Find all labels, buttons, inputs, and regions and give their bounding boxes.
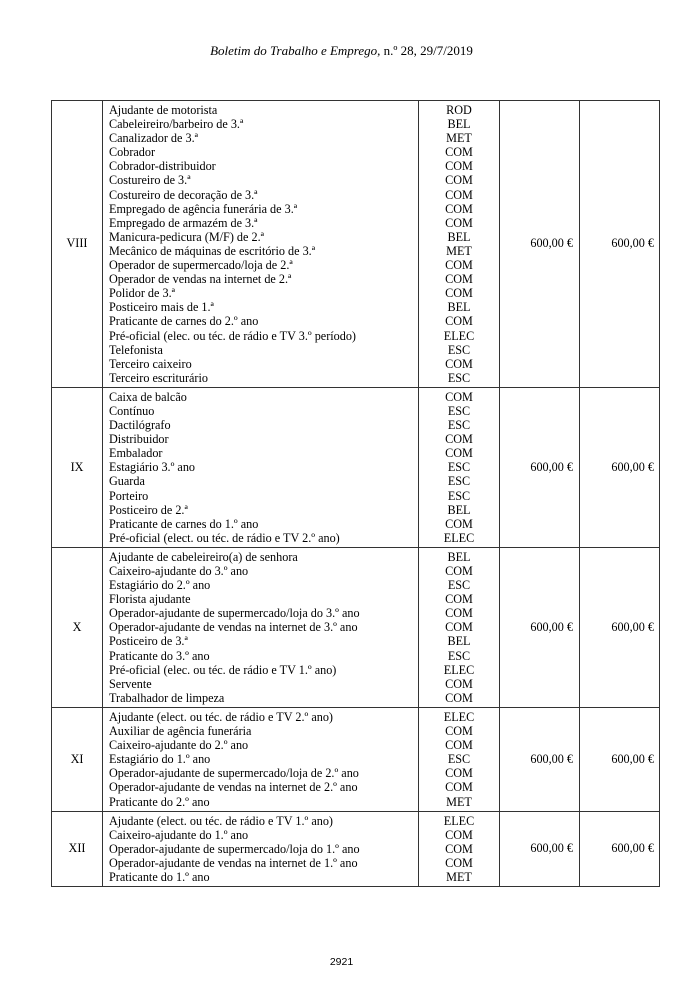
category-name: Operador-ajudante de supermercado/loja de 2.º ano: [109, 766, 359, 781]
sector-code: COM: [445, 389, 473, 404]
page-number: 2921: [329, 956, 354, 968]
category-name: Embalador: [109, 446, 163, 461]
sector-code: BEL: [447, 549, 471, 564]
category-name: Ajudante de cabeleireiro(a) de senhora: [109, 549, 298, 564]
sector-code: COM: [445, 841, 473, 856]
sector-code: COM: [445, 606, 473, 621]
sector-code: COM: [445, 855, 473, 870]
category-name: Caixeiro-ajudante do 2.º ano: [109, 738, 249, 753]
category-name: Telefonista: [109, 342, 163, 357]
sector-code: COM: [445, 724, 473, 739]
category-name: Estagiário 3.º ano: [109, 460, 196, 475]
sector-code: ESC: [447, 474, 471, 489]
sector-code: MET: [446, 794, 472, 809]
sector-code: COM: [445, 432, 473, 447]
amount-cell-2: 600,00 €: [580, 811, 660, 886]
sector-code: COM: [445, 201, 473, 216]
salary-table-body: [52, 101, 660, 887]
category-name: Operador-ajudante de supermercado/loja do 1.º ano: [109, 841, 360, 856]
category-name: Praticante do 2.º ano: [109, 794, 210, 809]
sector-code: COM: [445, 314, 473, 329]
category-name: Praticante do 1.º ano: [109, 869, 210, 884]
amount-cell-1: 600,00 €: [500, 387, 580, 547]
category-name: Posticeiro de 2.ª: [109, 502, 188, 517]
category-names-cell: [103, 101, 419, 388]
level-cell: IX: [52, 387, 103, 547]
sector-code: COM: [445, 780, 473, 795]
level-cell: XII: [52, 811, 103, 886]
sector-code: MET: [446, 131, 472, 146]
sector-codes-cell: [419, 101, 500, 388]
amount-cell-2: 600,00 €: [580, 387, 660, 547]
category-name: Canalizador de 3.ª: [109, 131, 198, 146]
category-name: Posticeiro mais de 1.ª: [109, 300, 214, 315]
sector-code: ELEC: [443, 530, 475, 545]
category-names-cell: [103, 707, 419, 811]
sector-code: COM: [445, 676, 473, 691]
sector-code: ELEC: [443, 709, 475, 724]
sector-code: COM: [445, 766, 473, 781]
category-name: Mecânico de máquinas de escritório de 3.ª: [109, 243, 316, 258]
category-name: Pré-oficial (elec. ou téc. de rádio e TV 1.º ano): [109, 662, 337, 677]
level-cell: X: [52, 547, 103, 707]
category-name: Operador-ajudante de vendas na internet de 3.º ano: [109, 620, 358, 635]
category-name: Empregado de agência funerária de 3.ª: [109, 201, 298, 216]
sector-code: BEL: [447, 117, 471, 132]
category-names-cell: [103, 547, 419, 707]
amount-cell-2: 600,00 €: [580, 707, 660, 811]
level-cell: VIII: [52, 101, 103, 388]
sector-code: BEL: [447, 229, 471, 244]
table-row: [52, 387, 660, 547]
sector-code: COM: [445, 620, 473, 635]
category-name: Praticante do 3.º ano: [109, 648, 210, 663]
sector-code: COM: [445, 592, 473, 607]
table-row: [52, 811, 660, 886]
sector-code: COM: [445, 173, 473, 188]
sector-code: COM: [445, 187, 473, 202]
sector-code: BEL: [447, 634, 471, 649]
category-name: Empregado de armazém de 3.ª: [109, 215, 258, 230]
sector-code: ELEC: [443, 662, 475, 677]
sector-code: ELEC: [443, 813, 475, 828]
category-name: Porteiro: [109, 488, 149, 503]
category-name: Estagiário do 2.º ano: [109, 578, 211, 593]
sector-codes-cell: [419, 811, 500, 886]
category-name: Costureiro de decoração de 3.ª: [109, 187, 258, 202]
category-name: Pré-oficial (elect. ou téc. de rádio e TV 2.º ano): [109, 530, 340, 545]
sector-code: MET: [446, 869, 472, 884]
sector-code: ESC: [447, 403, 471, 418]
sector-code: COM: [445, 738, 473, 753]
category-name: Estagiário do 1.º ano: [109, 752, 211, 767]
category-name: Dactilógrafo: [109, 418, 171, 433]
category-name: Operador de vendas na internet de 2.ª: [109, 272, 292, 287]
category-name: Praticante de carnes do 2.º ano: [109, 314, 259, 329]
table-row: [52, 547, 660, 707]
category-names-cell: [103, 811, 419, 886]
amount-cell-1: 600,00 €: [500, 811, 580, 886]
sector-code: COM: [445, 215, 473, 230]
sector-code: COM: [445, 356, 473, 371]
sector-code: MET: [446, 243, 472, 258]
sector-codes-cell: [419, 387, 500, 547]
category-name: Cobrador: [109, 145, 156, 160]
category-name: Servente: [109, 676, 152, 691]
sector-code: ELEC: [443, 328, 475, 343]
category-name: Pré-oficial (elec. ou téc. de rádio e TV 3.º período): [109, 328, 356, 343]
category-name: Costureiro de 3.ª: [109, 173, 191, 188]
category-name: Terceiro escriturário: [109, 370, 208, 385]
category-names-cell: [103, 387, 419, 547]
sector-code: ESC: [447, 370, 471, 385]
header-issue: , n.º 28, 29/7/2019: [377, 43, 473, 58]
sector-code: COM: [445, 286, 473, 301]
sector-codes-cell: [419, 547, 500, 707]
sector-code: ESC: [447, 460, 471, 475]
amount-cell-2: 600,00 €: [580, 101, 660, 388]
category-name: Operador-ajudante de vendas na internet de 1.º ano: [109, 855, 358, 870]
page-header: [0, 43, 683, 59]
category-name: Guarda: [109, 474, 145, 489]
sector-code: ESC: [447, 342, 471, 357]
sector-code: ESC: [447, 488, 471, 503]
sector-code: COM: [445, 827, 473, 842]
category-name: Operador de supermercado/loja de 2.ª: [109, 258, 293, 273]
sector-code: COM: [445, 258, 473, 273]
category-name: Caixeiro-ajudante do 3.º ano: [109, 564, 249, 578]
sector-code: ESC: [447, 752, 471, 767]
sector-code: COM: [445, 516, 473, 531]
sector-code: COM: [445, 145, 473, 160]
category-name: Cabeleireiro/barbeiro de 3.ª: [109, 117, 244, 132]
sector-code: COM: [445, 690, 473, 705]
sector-code: ESC: [447, 578, 471, 593]
sector-code: ESC: [447, 418, 471, 433]
table-row: [52, 101, 660, 388]
sector-codes-cell: [419, 707, 500, 811]
category-name: Caixeiro-ajudante do 1.º ano: [109, 827, 249, 842]
sector-code: ROD: [446, 103, 472, 117]
category-name: Distribuidor: [109, 432, 169, 447]
category-name: Auxiliar de agência funerária: [109, 724, 252, 739]
category-name: Praticante de carnes do 1.º ano: [109, 516, 259, 531]
amount-cell-2: 600,00 €: [580, 547, 660, 707]
sector-code: COM: [445, 446, 473, 461]
salary-table: [51, 100, 660, 887]
sector-code: BEL: [447, 502, 471, 517]
sector-code: COM: [445, 272, 473, 287]
category-name: Posticeiro de 3.ª: [109, 634, 188, 649]
amount-cell-1: 600,00 €: [500, 707, 580, 811]
category-name: Terceiro caixeiro: [109, 356, 192, 371]
category-name: Ajudante de motorista: [109, 103, 218, 117]
amount-cell-1: 600,00 €: [500, 547, 580, 707]
category-name: Ajudante (elect. ou téc. de rádio e TV 1.º ano): [109, 813, 333, 828]
category-name: Operador-ajudante de vendas na internet de 2.º ano: [109, 780, 358, 795]
sector-code: BEL: [447, 300, 471, 315]
category-name: Contínuo: [109, 403, 155, 418]
table-row: [52, 707, 660, 811]
header-title: Boletim do Trabalho e Emprego: [210, 43, 378, 58]
category-name: Ajudante (elect. ou téc. de rádio e TV 2.º ano): [109, 709, 333, 724]
sector-code: COM: [445, 564, 473, 578]
sector-code: ESC: [447, 648, 471, 663]
category-name: Manicura-pedicura (M/F) de 2.ª: [109, 229, 264, 244]
amount-cell-1: 600,00 €: [500, 101, 580, 388]
level-cell: XI: [52, 707, 103, 811]
category-name: Caixa de balcão: [109, 389, 187, 404]
category-name: Polidor de 3.ª: [109, 286, 175, 301]
category-name: Operador-ajudante de supermercado/loja do 3.º ano: [109, 606, 360, 621]
category-name: Cobrador-distribuidor: [109, 159, 216, 174]
category-name: Trabalhador de limpeza: [109, 690, 225, 705]
sector-code: COM: [445, 159, 473, 174]
category-name: Florista ajudante: [109, 592, 191, 607]
